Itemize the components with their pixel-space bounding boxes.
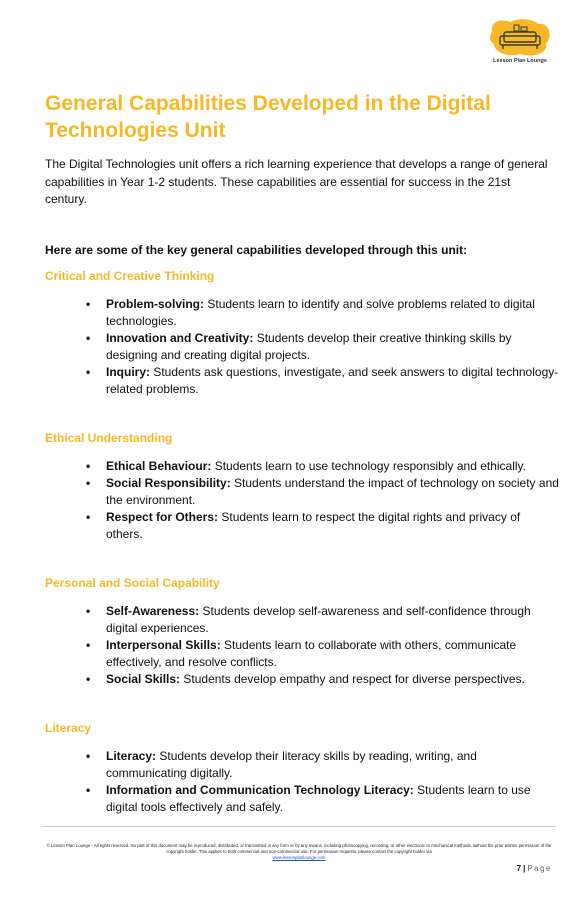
section-heading: Literacy <box>45 721 92 735</box>
item-term: Information and Communication Technology Literacy: <box>106 783 414 797</box>
list-item <box>86 603 560 637</box>
bullet: • <box>86 604 91 618</box>
item-text: Students develop empathy and respect for diverse perspectives. <box>180 672 525 686</box>
bullet: • <box>86 672 91 686</box>
item-text: Students understand the impact of technology on society and the environment. <box>106 476 559 507</box>
item-text: Students learn to use digital tools effectively and safely. <box>106 783 531 814</box>
bullet: • <box>86 783 91 797</box>
bullet: • <box>86 331 91 345</box>
list-item <box>86 509 560 543</box>
bullet: • <box>86 297 91 311</box>
brand-logo <box>484 14 556 74</box>
page-separator: | <box>523 864 526 873</box>
section-heading: Ethical Understanding <box>45 431 173 445</box>
website-link[interactable]: www.lessonplanlounge.com <box>272 855 326 860</box>
item-term: Self-Awareness: <box>106 604 200 618</box>
list-item <box>86 364 560 398</box>
item-text: Students learn to respect the digital rights and privacy of others. <box>106 510 521 541</box>
lead-sentence: Here are some of the key general capabilities developed through this unit: <box>45 243 468 257</box>
item-text: Students learn to collaborate with others, communicate effectively, and resolve conflicts. <box>106 638 517 669</box>
brand-name: Lesson Plan Lounge <box>493 58 547 64</box>
bullet: • <box>86 638 91 652</box>
item-term: Respect for Others: <box>106 510 219 524</box>
item-term: Inquiry: <box>106 365 150 379</box>
capability-list <box>45 458 560 543</box>
page-title: General Capabilities Developed in the Digital Technologies Unit <box>45 92 491 142</box>
intro-paragraph: The Digital Technologies unit offers a rich learning experience that develops a range of general capabilities in Year 1-2 students. These capabilities are essential for success in the 21st century. <box>45 157 548 206</box>
section-literacy <box>45 720 560 816</box>
page-number <box>517 864 552 873</box>
bullet: • <box>86 365 91 379</box>
list-item <box>86 637 560 671</box>
item-text: Students learn to identify and solve problems related to digital technologies. <box>106 297 535 328</box>
section-critical-creative-thinking <box>45 268 560 398</box>
item-term: Problem-solving: <box>106 297 205 311</box>
item-term: Literacy: <box>106 749 157 763</box>
item-text: Students ask questions, investigate, and seek answers to digital technology-related problems. <box>106 365 559 396</box>
bullet: • <box>86 476 91 490</box>
copyright-notice <box>45 843 553 861</box>
page-number-value: 7 <box>516 864 522 873</box>
section-heading: Critical and Creative Thinking <box>45 269 215 283</box>
item-text: Students learn to use technology responsibly and ethically. <box>211 459 526 473</box>
footer-divider <box>42 826 556 827</box>
item-term: Social Skills: <box>106 672 181 686</box>
list-item <box>86 296 560 330</box>
section-heading: Personal and Social Capability <box>45 576 220 590</box>
sofa-logo-icon <box>488 18 552 58</box>
section-personal-social-capability <box>45 575 560 688</box>
page-word: Page <box>527 864 552 873</box>
capability-list <box>45 296 560 398</box>
item-term: Ethical Behaviour: <box>106 459 212 473</box>
item-term: Social Responsibility: <box>106 476 231 490</box>
copyright-text: © Lesson Plan Lounge - All rights reserved. No part of this document may be reproduced, distributed, or transmitted in any form or by any means, including photocopying, recording, or other electronic or mechanical methods, without the prior written permission of the copyright holder. This applies to both commercial and non-commercial use. For permission requests, please contact the copyright holder via <box>46 843 552 854</box>
capability-list <box>45 603 560 688</box>
list-item <box>86 475 560 509</box>
item-text: Students develop their literacy skills by reading, writing, and communicating digitally. <box>106 749 477 780</box>
item-term: Innovation and Creativity: <box>106 331 254 345</box>
list-item <box>86 671 560 688</box>
capability-list <box>45 748 560 816</box>
item-text: Students develop their creative thinking skills by designing and creating digital projects. <box>106 331 512 362</box>
list-item <box>86 782 560 816</box>
bullet: • <box>86 749 91 763</box>
item-text: Students develop self-awareness and self-confidence through digital experiences. <box>106 604 531 635</box>
item-term: Interpersonal Skills: <box>106 638 221 652</box>
list-item <box>86 748 560 782</box>
bullet: • <box>86 459 91 473</box>
bullet: • <box>86 510 91 524</box>
list-item <box>86 330 560 364</box>
section-ethical-understanding <box>45 430 560 543</box>
list-item <box>86 458 560 475</box>
